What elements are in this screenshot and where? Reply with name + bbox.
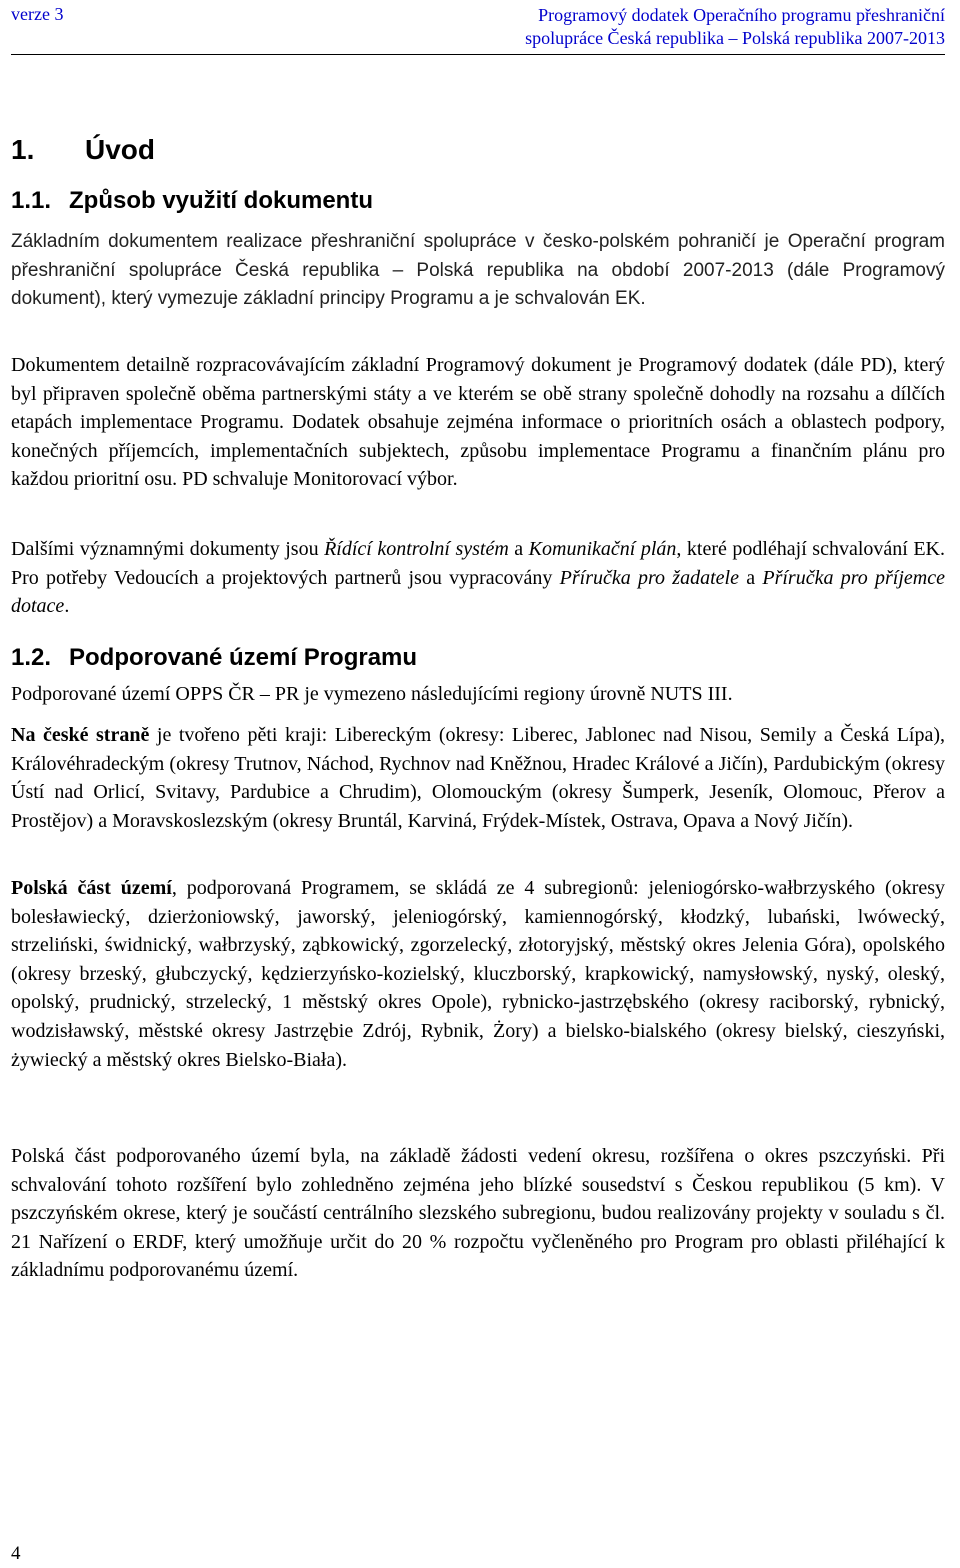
paragraph-czech-side <box>11 721 945 835</box>
section-number: 1. <box>11 134 35 165</box>
paragraph-polish-side <box>11 874 945 1074</box>
section-heading-1-1 <box>11 187 373 215</box>
italic-doc-title: Příručka pro příjemce dotace <box>11 566 945 618</box>
text-run: a <box>508 538 529 560</box>
document-title-line2: spolupráce Česká republika – Polská republika 2007-2013 <box>525 28 945 48</box>
bold-lead: Polská část území <box>11 877 172 899</box>
section-number: 1.2. <box>11 644 52 671</box>
section-number: 1.1. <box>11 187 52 214</box>
paragraph-program-supplement: Dokumentem detailně rozpracovávajícím základní Programový dokument je Programový dodatek (dále PD), který byl připraven společně oběma partnerskými státy a ve kterém se obě strany společně dohodly na rozsahu a dílčích etapách implementace Programu. Dodatek obsahuje zejména informace o prioritních osách a oblastech podpory, konečných příjemcích, implementačních subjektech, způsobu implementace Programu a finančním plánu pro každou prioritní osu. PD schvaluje Monitorovací výbor. <box>11 354 945 491</box>
document-title <box>525 4 945 50</box>
text-run: je tvořeno pěti kraji: Libereckým (okresy: Liberec, Jablonec nad Nisou, Semily a Česká Lípa), Královéhradeckým (okresy Trutnov, Náchod, Rychnov nad Kněžnou, Hradec Králové a Jičín), Pardubickým (okresy Ústí nad Orlicí, Svitavy, Pardubice a Chrudim), Olomouckým (okresy Šumperk, Jeseník, Olomouc, Přerov a Prostějov) a Moravskoslezským (okresy Bruntál, Karviná, Frýdek-Místek, Ostrava, Opava a Nový Jičín). <box>11 724 945 832</box>
paragraph-pszczyna-extension: Polská část podporovaného území byla, na základě žádosti vedení okresu, rozšířena o okres pszczyński. Při schvalování tohoto rozšíření bylo zohledněno zejména jeho blízké sousedství s Českou republikou (5 km). V pszczyńském okrese, který je součástí centrálního slezského subregionu, budou realizovány projekty v souladu s čl. 21 Nařízení o ERDF, který umožňuje určit do 20 % rozpočtu vyčleněného pro Program pro oblasti přiléhající k základnímu podporovanému území. <box>11 1145 945 1282</box>
text-run: , podporovaná Programem, se skládá ze 4 subregionů: jeleniogórsko-wałbrzyského (okresy bolesławiecký, dzierżoniowský, jaworský, jeleniogórský, kamiennogórský, kłodzký, lubański, lwówecký, strzeliński, świdnický, wałbrzyský, ząbkowický, zgorzelecký, złotoryjský, městský okres Jelenia Góra), opolského (okresy brzeský, głubczycký, kędzierzyńsko-kozielský, kluczborský, krapkowický, namysłowský, nyský, oleský, opolský, prudnický, strzelecký, 1 městský okres Opole), rybnicko-jastrzębského (okresy raciborský, rybnický, wodzisławský, městské okresy Jastrzębie Zdrój, Rybnik, Żory) a bielsko-bialského (okresy bielský, cieszyński, żywiecký a městský okres Bielsko-Biała). <box>11 877 946 1071</box>
paragraph-other-documents <box>11 535 945 621</box>
document-title-line1: Programový dodatek Operačního programu přeshraniční <box>538 5 945 25</box>
text-run: Dalšími významnými dokumenty jsou <box>11 538 325 560</box>
text-run: a <box>738 566 763 589</box>
document-page <box>11 0 945 1568</box>
text-run: , které podléhají schvalování EK. Pro potřeby Vedoucích a projektových partnerů jsou vypracovány <box>11 538 945 589</box>
section-title: Úvod <box>85 134 155 165</box>
bold-lead: Na české straně <box>11 724 150 746</box>
paragraph-intro: Základním dokumentem realizace přeshraniční spolupráce v česko-polském pohraničí je Operační program přeshraniční spolupráce Česká republika – Polská republika na období 2007-2013 (dále Programový dokument), který vymezuje základní principy Programu a je schvalován EK. <box>11 231 945 310</box>
italic-doc-title: Příručka pro žadatele <box>559 566 739 589</box>
section-title: Způsob využití dokumentu <box>69 187 373 214</box>
italic-doc-title: Řídící kontrolní systém <box>324 538 509 560</box>
italic-doc-title: Komunikační plán <box>528 538 677 560</box>
document-version: verze 3 <box>11 4 64 24</box>
page-number: 4 <box>11 1543 21 1564</box>
section-heading-1 <box>11 134 155 166</box>
paragraph-supported-area: Podporované území OPPS ČR – PR je vymezeno následujícími regiony úrovně NUTS III. <box>11 683 733 705</box>
text-run: . <box>64 595 70 618</box>
section-heading-1-2 <box>11 644 417 672</box>
section-title: Podporované území Programu <box>69 644 418 671</box>
page-header <box>11 2 945 55</box>
